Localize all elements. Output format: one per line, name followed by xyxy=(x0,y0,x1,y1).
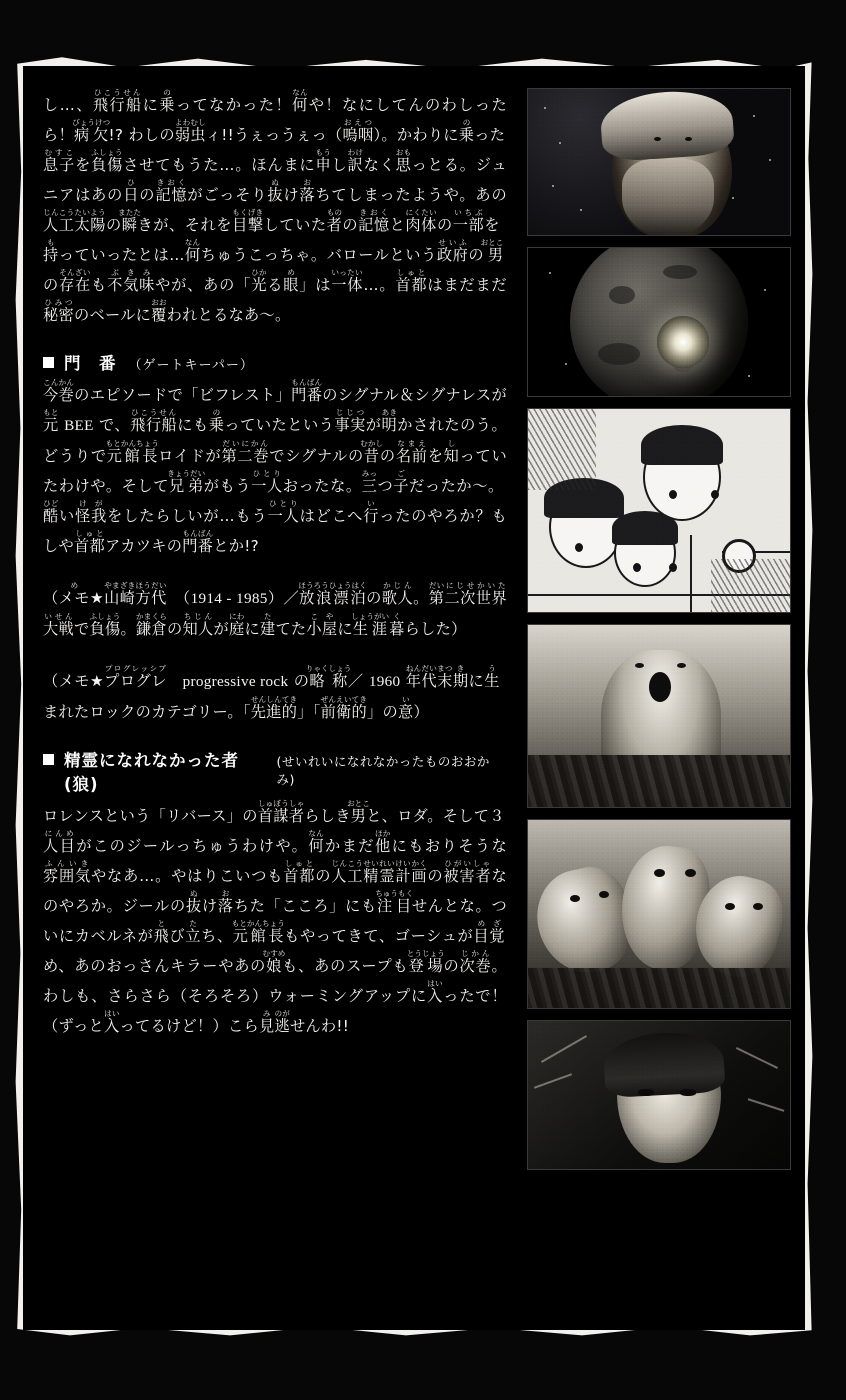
paragraph-1: し…、飛行船ひこうせんに乗のってなかった！何なんや！なにしてんのわしったら！病欠びょうけつ!? わしの弱虫よわむしィ!!うぇっうぇっ（嗚咽おえつ）。かわりに乗のった息子むすこを負傷ふしょうさせてもうた…。ほんまに申もうし訳わけなく思おもっとる。ジュニアはあの日ひの記憶きおくがごっそり抜ぬけ落おちてしまったようや。あの人工太陽じんこうたいようの瞬またたきが、それを目撃もくげきしていた者ものの記憶きおくと肉体にくたいの一部いちぶを持もっていったとは…何なんちゅうこっちゃ。バロールという政府せいふの男おとこの存在そんざいも不気味ぶきみやが、あの「光ひかる眼め」は一体いったい…。首都しゅとはまだまだ秘密ひみつのベールに覆おおわれとるなあ～。 xyxy=(43,88,507,324)
section-1-title: 門 番 xyxy=(64,354,117,373)
section-2-heading xyxy=(43,747,507,795)
rubble-foreground xyxy=(528,755,790,807)
artificial-sun-glow xyxy=(657,316,709,368)
section-2-title: 精霊になれなかった者(狼) xyxy=(63,751,239,794)
square-bullet-icon xyxy=(43,357,54,368)
text-column xyxy=(23,66,521,1330)
panel-old-man-night-sky xyxy=(527,88,791,236)
child-front-hair xyxy=(612,511,678,545)
illustration-column xyxy=(521,66,805,1330)
planet-sphere xyxy=(570,247,748,397)
memo-2: （メモ★プログレプログレッシブ progressive rock の略称りゃくしょう／ 1960 年代末ねんだいまつ期きに生うまれたロックのカテゴリー。「先進的せんしんてき」「前衛的ぜんえいてき」の意い） xyxy=(43,664,500,721)
open-mouth xyxy=(649,672,671,702)
memo-1: （メモめ★山崎方代やまざきほうだい （1914 - 1985）／放浪漂泊ほうろうひょうはくの歌人かじん。第だい二次世界大戦にじせかいたいせんで負傷ふしょう。鎌倉かまくらの知人ちじんが庭にわに建たてた小屋こやに生涯しょうがい暮くらした） xyxy=(43,581,507,638)
panel-creatures xyxy=(527,819,791,1009)
page-content xyxy=(23,66,805,1330)
square-bullet-icon xyxy=(43,754,54,765)
old-man-beard xyxy=(622,159,714,236)
section-1-heading xyxy=(43,350,507,374)
section-2-body: ロレンスという「リバース」の首謀者しゅぼうしゃらしき男おとこと、ロダ。そして３人目にんめがこのジールっちゅうわけや。何なんかまだ他ほかにもおりそうな雰囲気ふんいきやなあ…。やはりこいつも首都しゅとの人工精霊計じんこうせいれいけい画かくの被害者ひがいしゃなのやろか。ジールの抜ぬけ落おちた「こころ」にも注目ちゅうもくせんとな。ついにカベルネが飛とび立たち、元館長もとかんちょうもやってきて、ゴーシュが目覚めざめ、あのおっさんキラーやあの娘むすめも、あのスープも登場とうじょうの次巻じかん。わしも、さらさら（そろそろ）ウォーミングアップに入はいったで！（ずっと入はいってるけど！）こら見み逃のがせんわ!! xyxy=(43,799,507,1035)
panel-three-children xyxy=(527,408,791,613)
child-back-hair xyxy=(641,425,723,465)
section-2-reading: (せいれいになれなかったものおおかみ) xyxy=(276,754,490,787)
panel-young-man-face xyxy=(527,1020,791,1170)
panel-screaming-figure xyxy=(527,624,791,808)
section-1-body: 今巻こんかんのエピソードで「ビフレスト」門番もんばんのシグナル＆シグナレスが元もと BEE で、飛行船ひこうせんにも乗のっていたという事実じじつが明あきかされたのう。どうりで元館長もとかんちょうロイドが第二巻だいにかんでシグナルの昔むかしの名前なまえを知しっていたわけや。そして兄弟きょうだいがもう一人ひとりおったな。三みっつ子ごだったか～。酷ひどい怪我けがをしたらしいが…もう一人ひとりはどこへ行いったのやろか？もしや首都しゅとアカツキの門番もんばんとか!? xyxy=(43,378,507,555)
section-1-reading: （ゲートキーパー） xyxy=(128,358,254,373)
panel-planet-artificial-sun xyxy=(527,247,791,397)
